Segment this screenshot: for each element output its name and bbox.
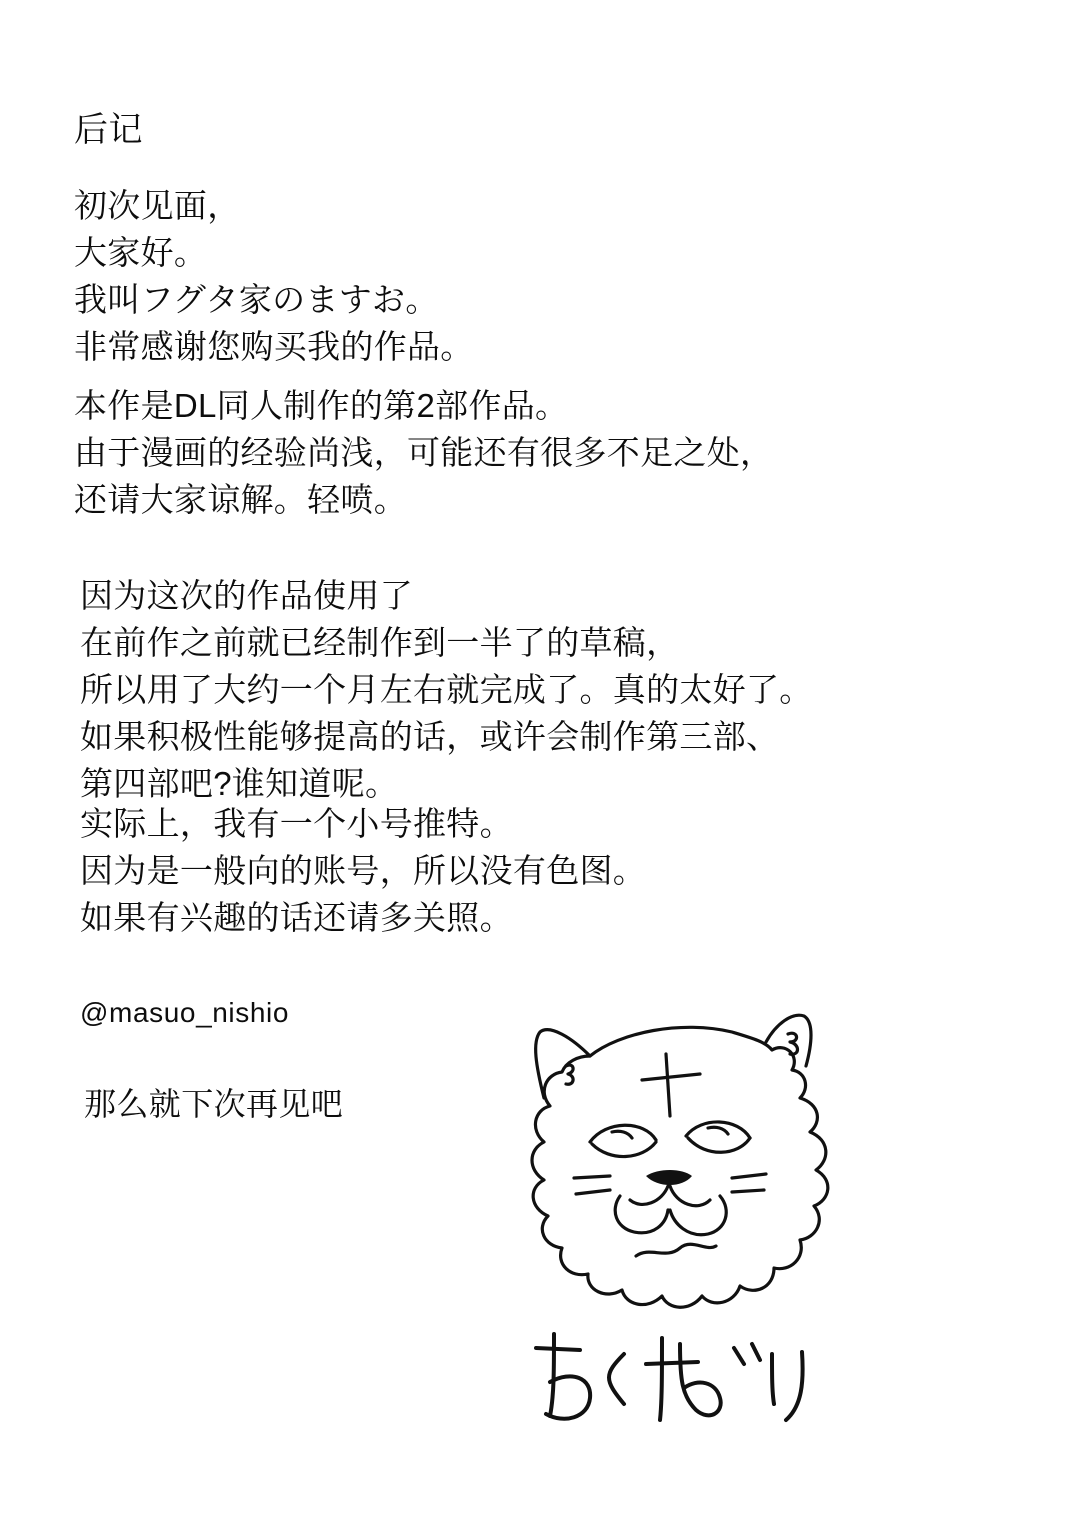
intro-line-4: 非常感谢您购买我的作品。 <box>74 328 474 365</box>
work-line-3: 还请大家谅解。轻喷。 <box>74 481 407 518</box>
twitter-handle: @masuo_nishio <box>80 997 289 1028</box>
intro-line-2: 大家好。 <box>74 234 208 271</box>
body-line-4: 如果积极性能够提高的话，或许会制作第三部、 <box>80 718 780 755</box>
body-line-5: 第四部吧?谁知道呢。 <box>80 765 399 802</box>
page-title: 后记 <box>74 111 143 149</box>
twitter-line-2: 因为是一般向的账号，所以没有色图。 <box>80 852 647 889</box>
body-line-2: 在前作之前就已经制作到一半了的草稿， <box>80 624 680 661</box>
body-paragraph <box>80 572 813 807</box>
work-paragraph <box>74 382 773 523</box>
twitter-line-3: 如果有兴趣的话还请多关照。 <box>80 899 513 936</box>
body-line-1: 因为这次的作品使用了 <box>80 577 413 614</box>
work-line-1: 本作是DL同人制作的第2部作品。 <box>74 387 569 424</box>
intro-line-1: 初次见面， <box>74 187 241 224</box>
intro-line-3: 我叫フグタ家のますお。 <box>74 281 439 318</box>
doodle-caption <box>520 1330 820 1440</box>
body-line-3: 所以用了大约一个月左右就完成了。真的太好了。 <box>80 671 813 708</box>
work-line-2: 由于漫画的经验尚浅，可能还有很多不足之处， <box>74 434 774 471</box>
twitter-paragraph <box>80 800 646 941</box>
intro-paragraph <box>74 182 474 370</box>
farewell-text: 那么就下次再见吧 <box>84 1086 344 1122</box>
twitter-line-1: 实际上，我有一个小号推特。 <box>80 805 513 842</box>
